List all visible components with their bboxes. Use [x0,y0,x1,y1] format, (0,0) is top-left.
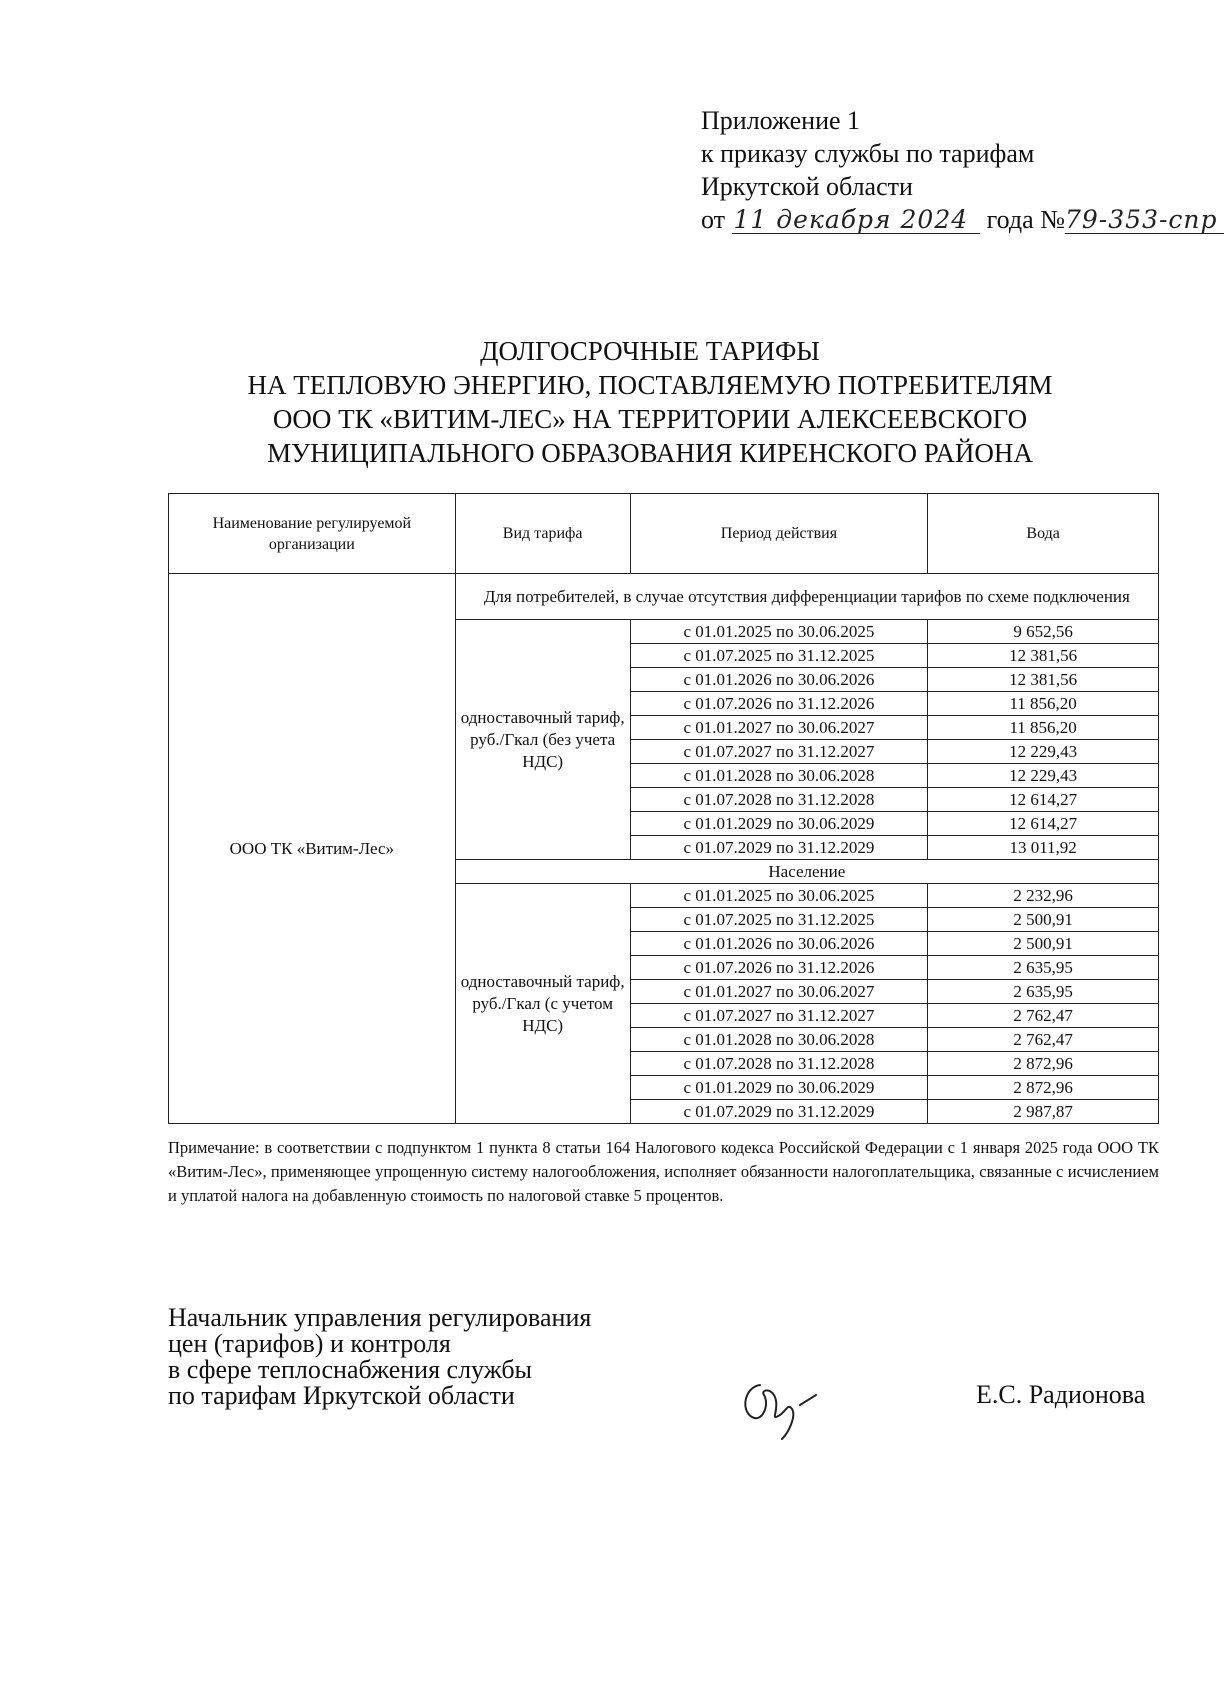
period-cell: с 01.07.2025 по 31.12.2025 [630,644,928,668]
order-date-handwritten: 11 декабря 2024 [732,207,981,234]
period-cell: с 01.07.2025 по 31.12.2025 [630,908,928,932]
value-cell: 11 856,20 [928,692,1159,716]
period-cell: с 01.07.2029 по 31.12.2029 [630,836,928,860]
period-cell: с 01.01.2027 по 30.06.2027 [630,716,928,740]
value-cell: 12 229,43 [928,740,1159,764]
org-name-cell: ООО ТК «Витим-Лес» [169,574,456,1124]
value-cell: 12 381,56 [928,644,1159,668]
value-cell: 12 229,43 [928,764,1159,788]
period-cell: с 01.07.2027 по 31.12.2027 [630,740,928,764]
tariff-type-cell: одноставочный тариф, руб./Гкал (с учетом НДС) [455,884,630,1124]
period-cell: с 01.07.2029 по 31.12.2029 [630,1100,928,1124]
table-header-row [169,494,1159,574]
period-cell: с 01.01.2029 по 30.06.2029 [630,812,928,836]
value-cell: 2 762,47 [928,1004,1159,1028]
title-line-2: НА ТЕПЛОВУЮ ЭНЕРГИЮ, ПОСТАВЛЯЕМУЮ ПОТРЕБИТЕЛЯМ [247,370,1053,400]
signer-line-2: цен (тарифов) и контроля [168,1329,451,1358]
signer-line-4: по тарифам Иркутской области [168,1381,515,1410]
value-cell: 9 652,56 [928,620,1159,644]
value-cell: 2 762,47 [928,1028,1159,1052]
header-org: Наименование регулируемой организации [169,494,456,574]
period-cell: с 01.01.2029 по 30.06.2029 [630,1076,928,1100]
value-cell: 12 614,27 [928,788,1159,812]
handwritten-signature [730,1365,830,1445]
tariffs-table [168,493,1159,1124]
document-title [150,334,1150,470]
group-title-cell: Население [455,860,1158,884]
order-date-prefix: от [701,205,726,234]
value-cell: 13 011,92 [928,836,1159,860]
value-cell: 2 872,96 [928,1076,1159,1100]
period-cell: с 01.01.2027 по 30.06.2027 [630,980,928,1004]
period-cell: с 01.01.2025 по 30.06.2025 [630,620,928,644]
value-cell: 11 856,20 [928,716,1159,740]
signer-line-1: Начальник управления регулирования [168,1303,592,1332]
title-line-1: ДОЛГОСРОЧНЫЕ ТАРИФЫ [480,336,820,366]
value-cell: 2 500,91 [928,932,1159,956]
period-cell: с 01.01.2028 по 30.06.2028 [630,1028,928,1052]
appendix-line-1: Приложение 1 [701,106,861,135]
header-type: Вид тарифа [455,494,630,574]
period-cell: с 01.07.2026 по 31.12.2026 [630,956,928,980]
tariff-type-cell: одноставочный тариф, руб./Гкал (без учета НДС) [455,620,630,860]
value-cell: 2 872,96 [928,1052,1159,1076]
appendix-line-3: Иркутской области [701,172,913,201]
value-cell: 2 987,87 [928,1100,1159,1124]
signer-position [168,1305,591,1409]
table-note: Примечание: в соответствии с подпунктом 1 пункта 8 статьи 164 Налогового кодекса Российской Федерации с 1 января 2025 года ООО ТК «Витим-Лес», применяющее упрощенную систему налогообложения, исполняет обязанности налогоплательщика, связанные с исчислением и уплатой налога на добавленную стоимость по налоговой ставке 5 процентов. [168,1138,1159,1205]
value-cell: 12 381,56 [928,668,1159,692]
title-line-3: ООО ТК «ВИТИМ-ЛЕС» НА ТЕРРИТОРИИ АЛЕКСЕЕВСКОГО [272,404,1028,434]
value-cell: 2 635,95 [928,956,1159,980]
group-title-row [169,574,1159,620]
title-line-4: МУНИЦИПАЛЬНОГО ОБРАЗОВАНИЯ КИРЕНСКОГО РАЙОНА [267,438,1033,468]
table-body [169,574,1159,1124]
period-cell: с 01.07.2028 по 31.12.2028 [630,1052,928,1076]
order-number-handwritten: 79-353-спр [1065,207,1224,234]
signer-name: Е.С. Радионова [976,1380,1146,1409]
period-cell: с 01.07.2028 по 31.12.2028 [630,788,928,812]
signer-line-3: в сфере теплоснабжения службы [168,1355,533,1384]
period-cell: с 01.07.2026 по 31.12.2026 [630,692,928,716]
value-cell: 2 635,95 [928,980,1159,1004]
header-period: Период действия [630,494,928,574]
period-cell: с 01.01.2025 по 30.06.2025 [630,884,928,908]
group-title-cell: Для потребителей, в случае отсутствия дифференциации тарифов по схеме подключения [455,574,1158,620]
period-cell: с 01.01.2026 по 30.06.2026 [630,668,928,692]
value-cell: 2 500,91 [928,908,1159,932]
header-water: Вода [928,494,1159,574]
appendix-line-2: к приказу службы по тарифам [701,139,1035,168]
appendix-order-line [701,203,1224,236]
order-number-prefix: года № [986,205,1065,234]
appendix-header [701,104,1224,236]
period-cell: с 01.01.2026 по 30.06.2026 [630,932,928,956]
value-cell: 2 232,96 [928,884,1159,908]
period-cell: с 01.07.2027 по 31.12.2027 [630,1004,928,1028]
value-cell: 12 614,27 [928,812,1159,836]
period-cell: с 01.01.2028 по 30.06.2028 [630,764,928,788]
